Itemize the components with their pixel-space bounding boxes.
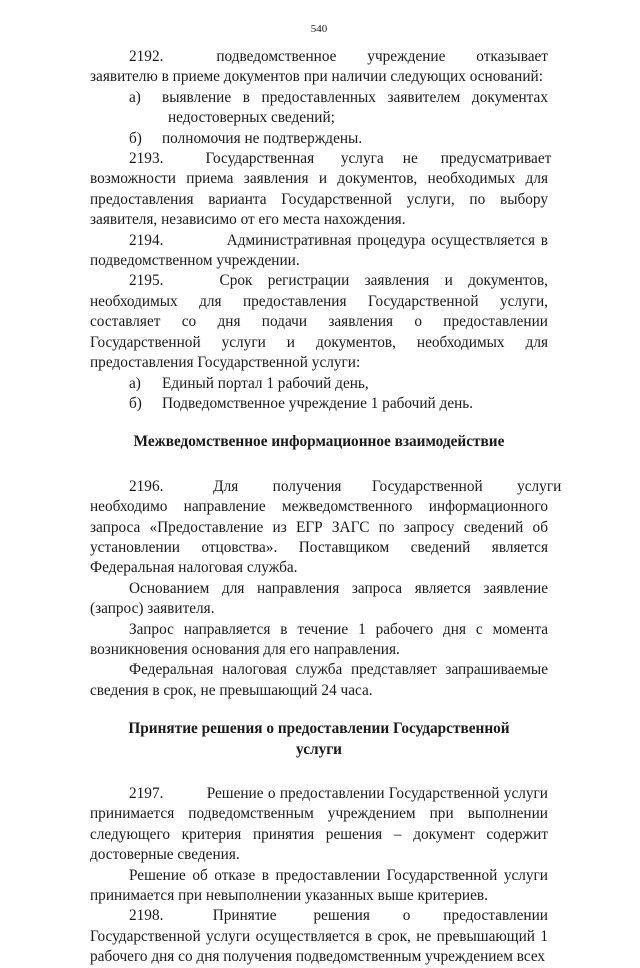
list-item-text: Единый портал 1 рабочий день,: [162, 374, 369, 392]
document-page: [90, 22, 562, 968]
list-letter: а): [129, 374, 141, 392]
paragraph-2193: 2193. Государственная услуга не предусматривает возможности приема заявления и документов, необходимых для предоставления варианта Государственной услуги, по выбору заявителя, независимо от его места нахождения.: [90, 150, 552, 229]
paragraph: Федеральная налоговая служба представляет запрашиваемые сведения в срок, не превышающий 24 часа.: [90, 661, 548, 699]
paragraph-2198: 2198. Принятие решения о предоставлении Государственной услуги осуществляется в срок, не превышающий 1 рабочего дня со дня получения подведомственным учреждением всех: [90, 907, 548, 966]
list-letter: а): [129, 88, 141, 106]
paragraph: Запрос направляется в течение 1 рабочего дня с момента возникновения основания для его направления.: [90, 620, 548, 658]
list-letter: б): [129, 129, 142, 147]
paragraph-2192: 2192. подведомственное учреждение отказывает заявителю в приеме документов при наличии следующих оснований:: [90, 48, 548, 86]
paragraph-2197: 2197. Решение о предоставлении Государственной услуги принимается подведомственным учреждением при выполнении следующего критерия принятия решения – документ содержит достоверные сведения.: [90, 785, 548, 864]
list-item: [129, 129, 548, 149]
list-letter: б): [129, 394, 142, 412]
list-item: [129, 374, 548, 394]
list-item: [129, 394, 548, 414]
section-heading: Межведомственное информационное взаимодействие: [133, 433, 505, 451]
list-item-text: Подведомственное учреждение 1 рабочий день.: [162, 394, 474, 412]
page-number: 540: [310, 23, 328, 35]
paragraph: Основанием для направления запроса является заявление (запрос) заявителя.: [90, 579, 548, 618]
section-heading: Принятие решения о предоставлении Государственной услуги: [128, 720, 510, 758]
paragraph: Решение об отказе в предоставлении Государственной услуги принимается при невыполнении указанных выше критериев.: [90, 866, 548, 905]
list-item: [129, 88, 548, 129]
paragraph-2194: 2194. Административная процедура осуществляется в подведомственном учреждении.: [90, 231, 548, 270]
paragraph-2195: 2195. Срок регистрации заявления и документов, необходимых для предоставления Государственной услуги, составляет со дня подачи заявления о предоставлении Государственной услуги и документов, необходимых для предоставления Государственной услуги:: [90, 272, 548, 372]
list-item-text: полномочия не подтверждены.: [162, 129, 363, 147]
paragraph-2196: 2196. Для получения Государственной услуги необходимо направление межведомственного информационного запроса «Предоставление из ЕГР ЗАГС по запросу сведений об установлении отцовства». Поставщиком сведений является Федеральная налоговая служба.: [90, 477, 562, 577]
list-item-text: выявление в предоставленных заявителем документах недостоверных сведений;: [162, 88, 548, 127]
